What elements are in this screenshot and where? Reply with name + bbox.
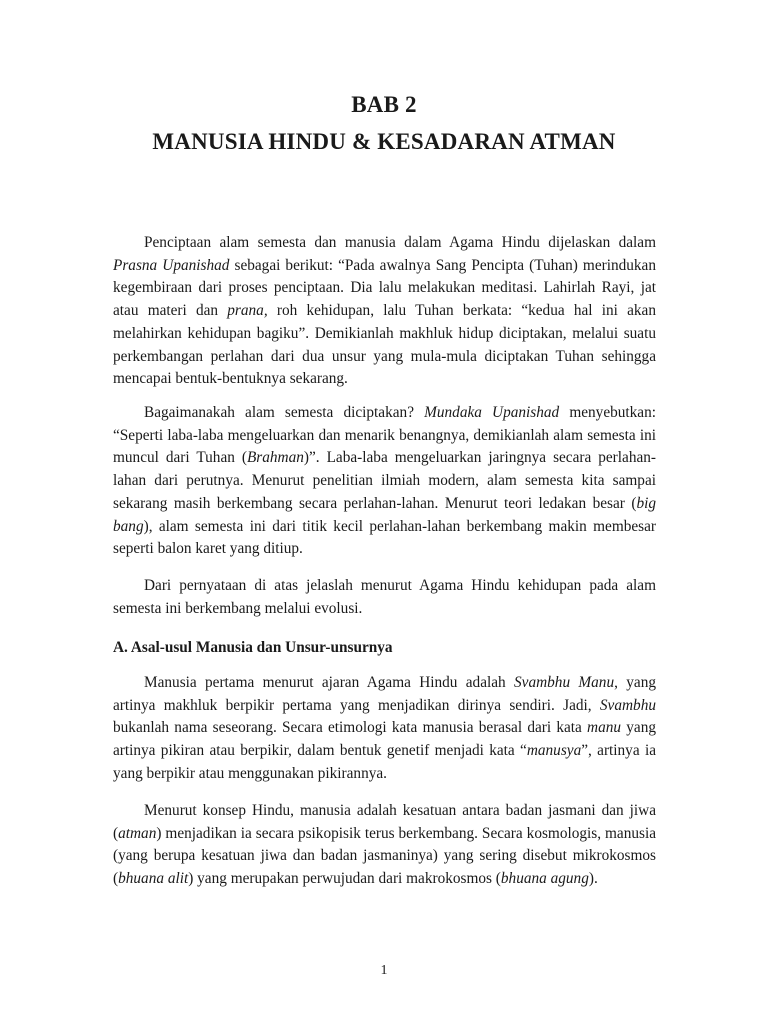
italic-term: bhuana alit — [118, 870, 189, 888]
italic-term: manu — [587, 719, 622, 737]
text-run: ) yang merupakan perwujudan dari makrokosmos ( — [188, 870, 501, 888]
section-heading: A. Asal-usul Manusia dan Unsur-unsurnya — [113, 639, 393, 656]
text-run: menyebutkan: “Seperti laba-laba mengeluarkan dan menarik benangnya, demikianlah alam semesta ini muncul dari Tuhan ( — [113, 404, 656, 467]
italic-term: Svambhu Manu — [514, 674, 615, 691]
italic-term: atman — [118, 824, 157, 842]
text-run: Manusia pertama menurut ajaran Agama Hindu adalah — [144, 674, 515, 691]
paragraph-bagaimanakah — [113, 402, 656, 561]
text-run: roh kehidupan, lalu Tuhan berkata: “kedua hal ini akan melahirkan kehidupan bagiku”. Demikianlah makhluk hidup diciptakan, melalui suatu perkembangan perlahan dari dua unsur yang mula-mula diciptakan Tuhan sehingga mencapai bentuk-bentuknya sekarang. — [113, 302, 657, 388]
text-run: ) menjadikan ia secara psikopisik terus berkembang. Secara kosmologis, manusia (yang berupa kesatuan jiwa dan badan jasmaninya) yang sering disebut mikrokosmos ( — [113, 824, 656, 888]
chapter-title: MANUSIA HINDU & KESADARAN ATMAN — [152, 129, 616, 154]
text-run: )”. Laba-laba mengeluarkan jaringnya secara perlahan-lahan dari perutnya. Menurut penelitian ilmiah modern, alam semesta kita sampai sekarang masih berkembang secara perlahan-lahan. Menurut teori ledakan besar ( — [113, 449, 656, 512]
chapter-number: BAB 2 — [351, 92, 417, 117]
paragraph-penciptaan — [113, 232, 656, 391]
paragraph-evolusi: Dari pernyataan di atas jelaslah menurut Agama Hindu kehidupan pada alam semesta ini berkembang melalui evolusi. — [113, 577, 656, 617]
italic-term: big bang — [113, 494, 656, 535]
text-run: Bagaimanakah alam semesta diciptakan? — [144, 404, 425, 421]
text-run: yang artinya pikiran atau berpikir, dalam bentuk genetif menjadi kata “ — [113, 719, 656, 760]
text-run: ), alam semesta ini dari titik kecil perlahan-lahan berkembang makin membesar seperti balon karet yang ditiup. — [113, 517, 656, 558]
paragraph-konsep-hindu — [113, 800, 656, 891]
italic-term: manusya — [526, 742, 582, 760]
text-run: Penciptaan alam semesta dan manusia dalam Agama Hindu dijelaskan dalam — [144, 234, 656, 251]
text-run: , yang artinya makhluk berpikir pertama yang menjadikan dirinya sendiri. Jadi, — [113, 674, 656, 714]
paragraph-manusia-pertama — [113, 672, 656, 786]
italic-term: prana, — [227, 302, 268, 320]
text-run: ”, artinya ia yang berpikir atau menggunakan pikirannya. — [113, 742, 656, 782]
italic-term: Brahman — [246, 449, 304, 467]
italic-term: bhuana agung — [500, 870, 589, 888]
italic-term: Prasna Upanishad — [113, 256, 230, 274]
text-run: bukanlah nama seseorang. Secara etimologi kata manusia berasal dari kata — [113, 719, 588, 737]
page-number: 1 — [380, 963, 388, 978]
text-run: Menurut konsep Hindu, manusia adalah kesatuan antara badan jasmani dan jiwa ( — [113, 802, 656, 842]
italic-term: Mundaka Upanishad — [424, 404, 560, 421]
text-run: sebagai berikut: “Pada awalnya Sang Pencipta (Tuhan) merindukan kegembiraan dari proses penciptaan. Dia lalu melakukan meditasi. Lahirlah Rayi, jat atau materi dan — [113, 256, 656, 320]
italic-term: Svambhu — [599, 696, 656, 714]
text-run: ). — [588, 870, 598, 888]
